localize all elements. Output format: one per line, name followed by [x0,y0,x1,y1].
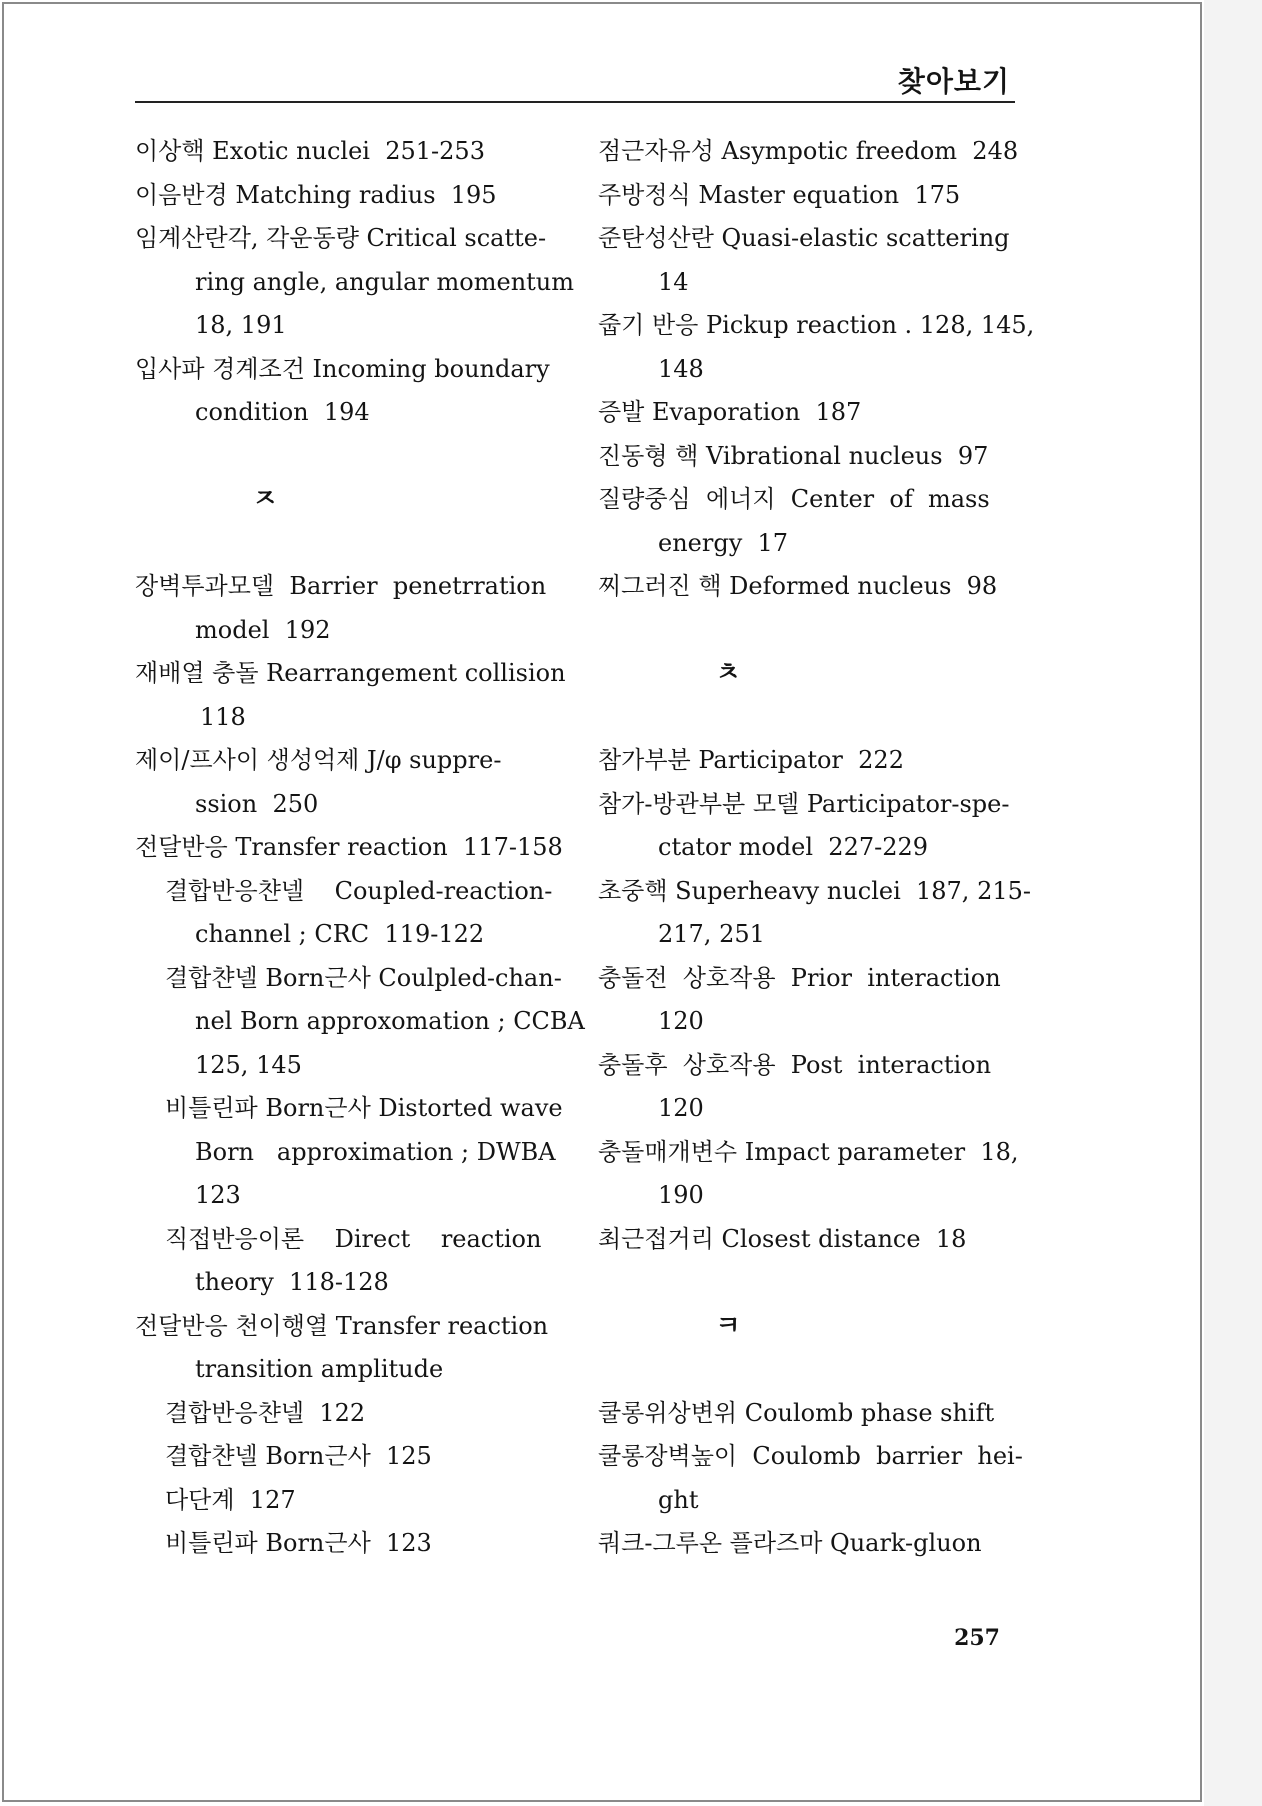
page-edge-shadow [1204,0,1262,1806]
index-entry: 쿨롱장벽높이 Coulomb barrier hei- [598,1442,1023,1470]
index-entry: 참가부분 Participator 222 [598,746,904,774]
index-entry-continuation: 125, 145 [195,1050,302,1079]
index-entry-continuation: ssion 250 [195,789,319,818]
index-entry: 주방정식 Master equation 175 [598,180,961,209]
index-entry: 전달반응 천이행열 Transfer reaction [135,1311,549,1340]
index-entry-continuation: 190 [658,1181,704,1209]
index-entry-continuation: 비틀린파 Born근사 123 [165,1529,432,1557]
index-entry-continuation: 결합반응챤넬 122 [165,1398,366,1427]
page-number: 257 [954,1625,1000,1651]
index-entry-continuation: 14 [658,267,689,296]
index-entry-continuation: 118 [200,702,246,731]
index-entry-continuation: ght [658,1485,699,1514]
index-entry: 재배열 충돌 Rearrangement collision [135,659,566,687]
blank-line [135,435,565,479]
index-entry-continuation: energy 17 [658,528,789,557]
index-entry-continuation: 123 [195,1181,241,1209]
index-entry: 입사파 경계조건 Incoming boundary [135,354,550,383]
index-entry: 줍기 반응 Pickup reaction . 128, 145, [598,311,1035,339]
index-entry: 이음반경 Matching radius 195 [135,180,497,209]
index-entry-continuation: Born approximation ; DWBA [195,1137,556,1166]
index-entry-continuation: channel ; CRC 119-122 [195,920,485,948]
index-entry-continuation: 다단계 127 [165,1485,296,1514]
index-entry: 초중핵 Superheavy nuclei 187, 215- [598,876,1031,905]
index-entry-continuation: transition amplitude [195,1355,444,1383]
index-entry-continuation: ctator model 227-229 [658,833,929,861]
blank-line [135,522,565,566]
blank-line [598,696,1028,740]
blank-line [598,1348,1028,1392]
index-entry-continuation: 결합챤넬 Born근사 125 [165,1442,432,1470]
index-entry-continuation: nel Born approxomation ; CCBA [195,1007,585,1035]
index-entry: 질량중심 에너지 Center of mass [598,485,990,513]
index-entry: 쿼크-그루온 플라즈마 Quark-gluon [598,1529,982,1557]
running-header-title: 찾아보기 [897,65,1010,98]
blank-line [598,609,1028,653]
section-letter-heading: ㅊ [715,658,741,688]
index-entry-continuation: model 192 [195,615,331,644]
index-entry: 장벽투과모델 Barrier penetrration [135,572,547,600]
index-entry-continuation: 18, 191 [195,311,287,339]
index-entry-continuation: 직접반응이론 Direct reaction [165,1224,542,1253]
index-entry: 전달반응 Transfer reaction 117-158 [135,833,563,861]
index-entry-continuation: condition 194 [195,398,370,426]
index-entry-continuation: 217, 251 [658,920,765,948]
index-entry: 제이/프사이 생성억제 J/φ suppre- [135,746,502,774]
index-entry-continuation: 148 [658,354,704,383]
index-entry-continuation: 결합챤넬 Born근사 Coulpled-chan- [165,963,562,992]
index-entry-continuation: 120 [658,1007,704,1035]
index-entry: 준탄성산란 Quasi-elastic scattering [598,224,1010,252]
index-entry: 참가-방관부분 모델 Participator-spe- [598,789,1010,818]
index-entry: 충돌매개변수 Impact parameter 18, [598,1137,1019,1166]
index-entry: 찌그러진 핵 Deformed nucleus 98 [598,572,998,600]
index-entry-continuation: theory 118-128 [195,1268,389,1296]
index-entry: 최근접거리 Closest distance 18 [598,1224,967,1253]
index-entry-continuation: 비틀린파 Born근사 Distorted wave [165,1094,563,1122]
index-column-left [135,130,585,1566]
index-entry: 쿨롱위상변위 Coulomb phase shift [598,1398,995,1427]
index-entry-continuation: ring angle, angular momentum [195,267,575,296]
section-letter-heading: ㅋ [715,1310,741,1341]
index-entry: 충돌후 상호작용 Post interaction [598,1050,992,1079]
index-entry: 증발 Evaporation 187 [598,398,862,426]
blank-line [598,1261,1028,1305]
index-entry: 이상핵 Exotic nuclei 251-253 [135,137,485,165]
index-entry: 진동형 핵 Vibrational nucleus 97 [598,441,989,470]
index-entry-continuation: 결합반응챤넬 Coupled-reaction- [165,876,553,905]
index-entry: 임계산란각, 각운동량 Critical scatte- [135,224,547,252]
section-letter-heading: ㅈ [252,484,278,514]
index-entry-continuation: 120 [658,1094,704,1122]
index-entry: 점근자유성 Asympotic freedom 248 [598,137,1019,165]
index-column-right [598,130,1035,1566]
header-rule [135,101,1015,103]
index-entry: 충돌전 상호작용 Prior interaction [598,963,1001,992]
